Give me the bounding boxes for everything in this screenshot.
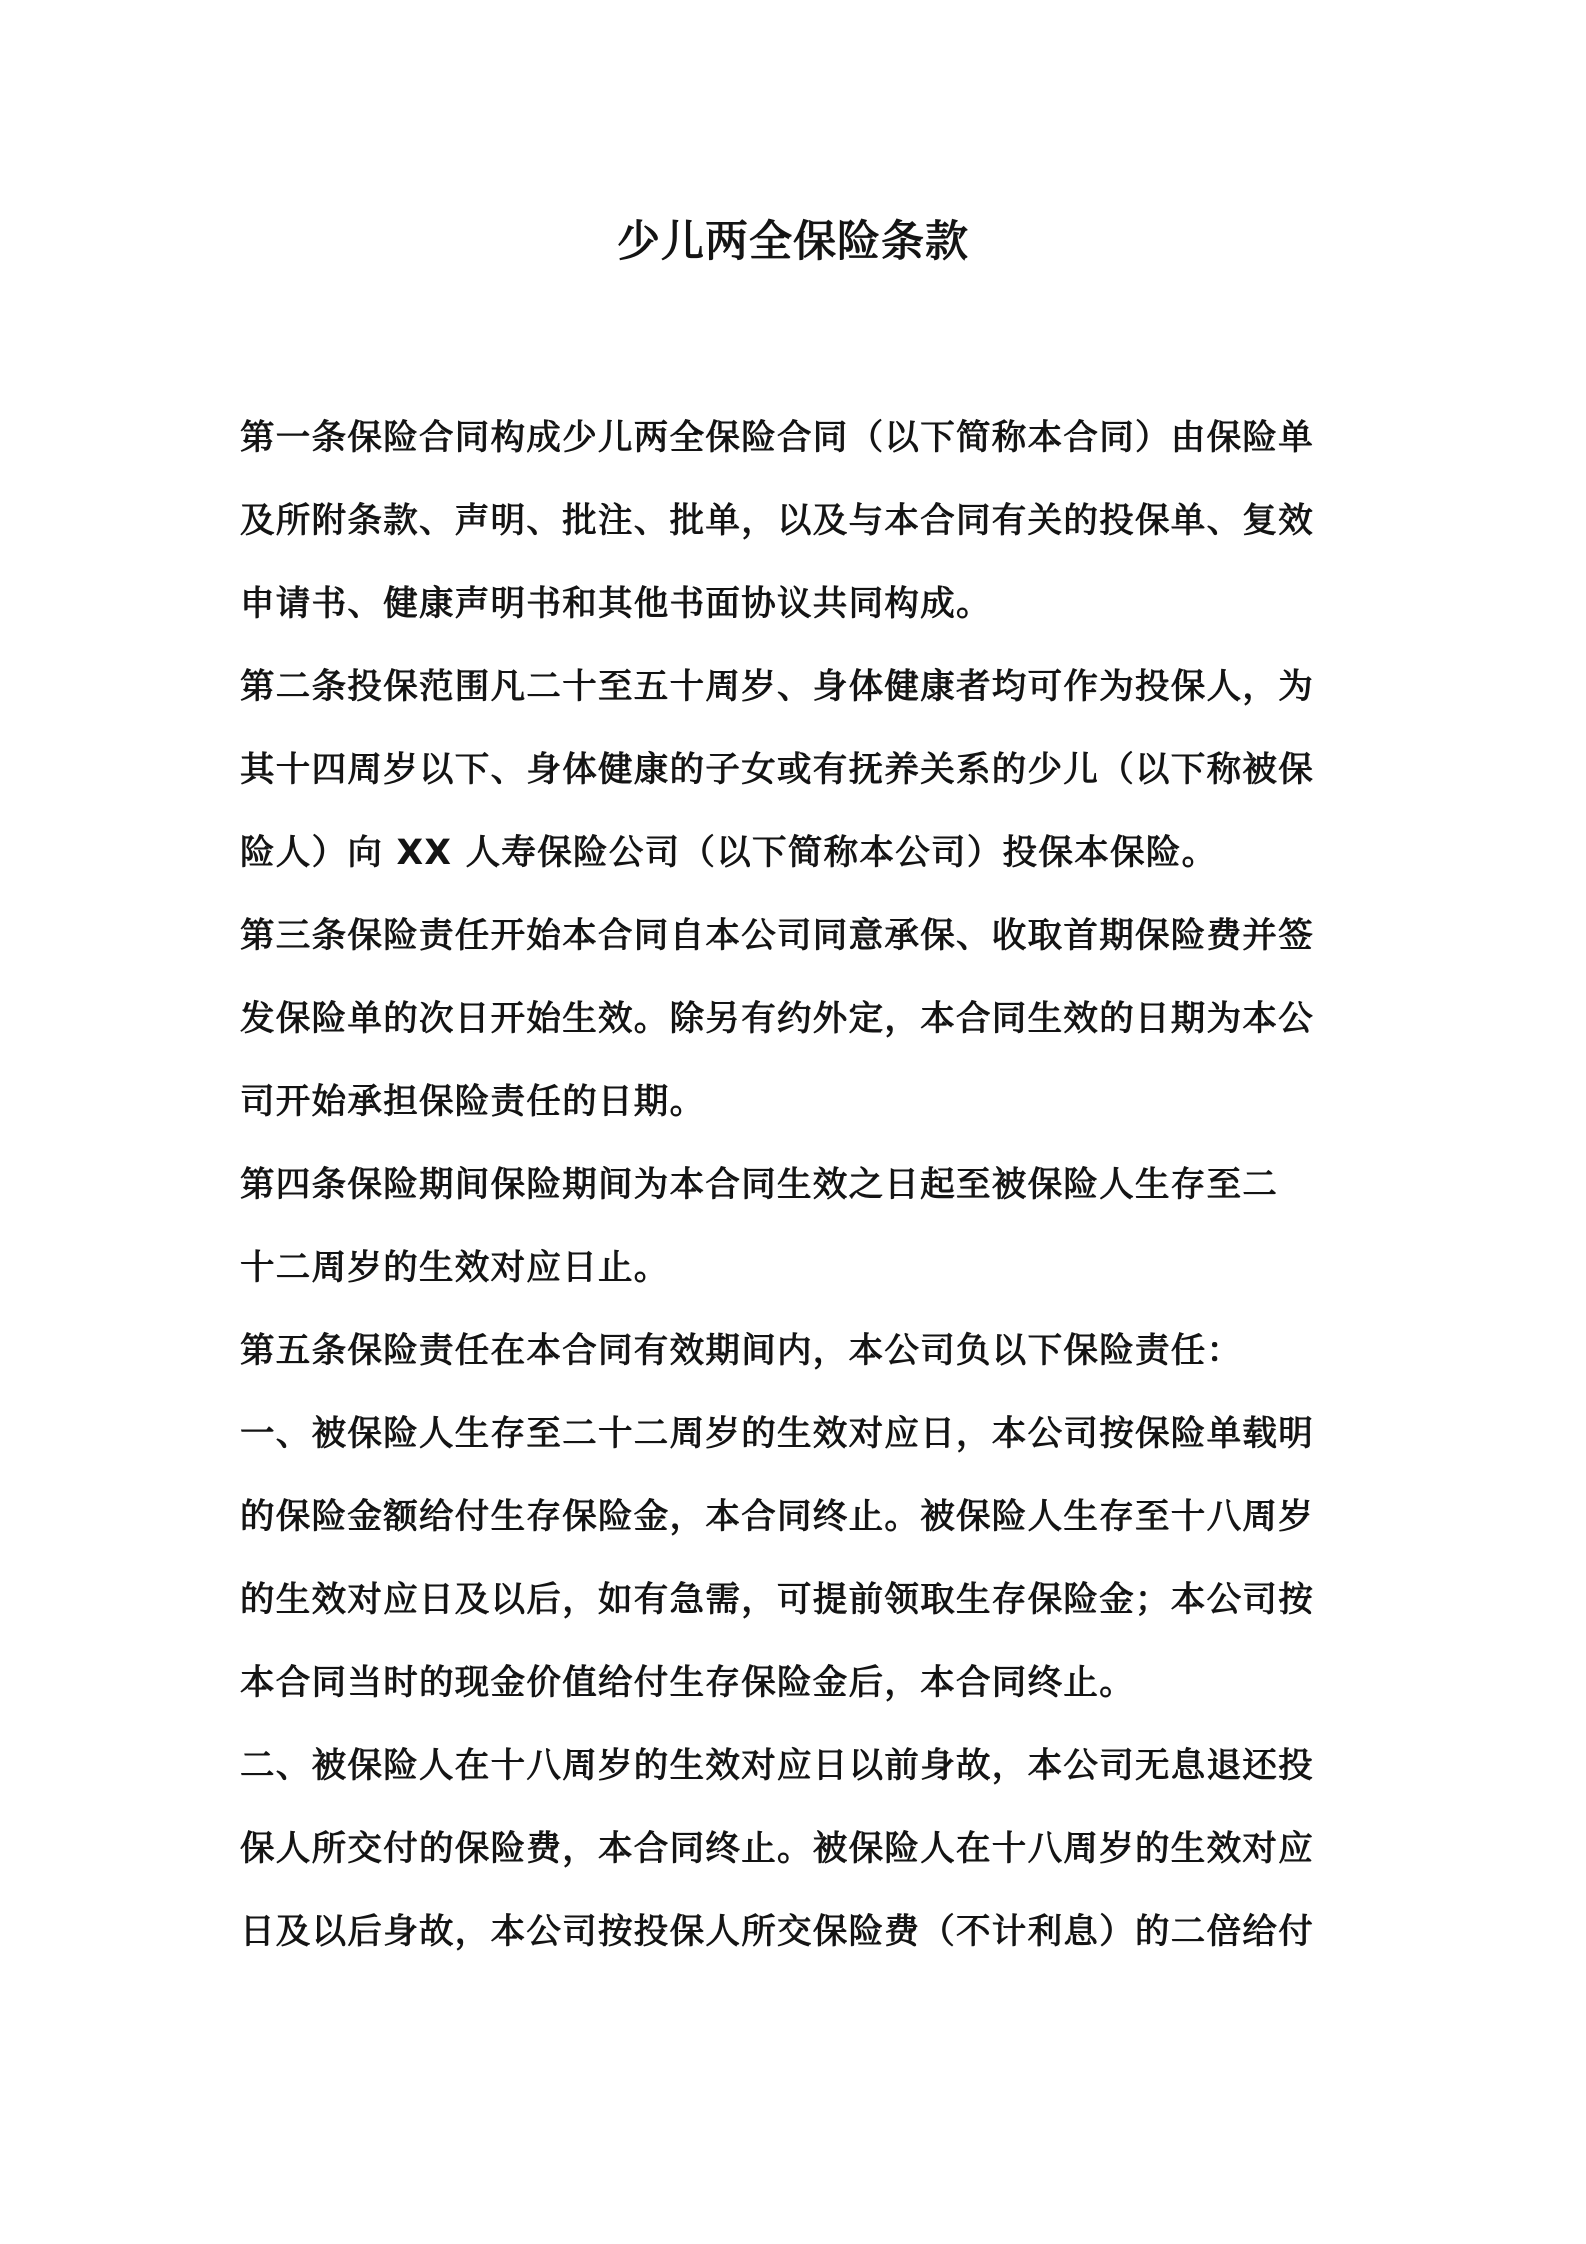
text-line: 二、被保险人在十八周岁的生效对应日以前身故，本公司无息退还投 (240, 1746, 1314, 1786)
text-line: 司开始承担保险责任的日期。 (240, 1082, 706, 1122)
text-line: 的保险金额给付生存保险金，本合同终止。被保险人生存至十八周岁 (240, 1497, 1314, 1537)
document-title: 少儿两全保险条款 (617, 217, 969, 267)
text-line: 第四条保险期间保险期间为本合同生效之日起至被保险人生存至二 (240, 1165, 1279, 1205)
text-line: 申请书、健康声明书和其他书面协议共同构成。 (240, 584, 992, 624)
text-line: 其十四周岁以下、身体健康的子女或有抚养关系的少儿（以下称被保 (240, 750, 1314, 790)
text-line: 第二条投保范围凡二十至五十周岁、身体健康者均可作为投保人，为 (240, 667, 1314, 707)
text-line: 本合同当时的现金价值给付生存保险金后，本合同终止。 (240, 1663, 1135, 1703)
text-line: 发保险单的次日开始生效。除另有约外定，本合同生效的日期为本公 (240, 999, 1314, 1039)
text-line: 险人）向 XX 人寿保险公司（以下简称本公司）投保本保险。 (240, 833, 1218, 873)
text-line: 日及以后身故，本公司按投保人所交保险费（不计利息）的二倍给付 (240, 1912, 1314, 1952)
text-line: 第一条保险合同构成少儿两全保险合同（以下简称本合同）由保险单 (240, 418, 1314, 458)
text-line: 第五条保险责任在本合同有效期间内，本公司负以下保险责任： (240, 1331, 1243, 1371)
text-line: 一、被保险人生存至二十二周岁的生效对应日，本公司按保险单载明 (240, 1414, 1314, 1454)
text-line: 十二周岁的生效对应日止。 (240, 1248, 670, 1288)
text-line: 及所附条款、声明、批注、批单，以及与本合同有关的投保单、复效 (240, 501, 1314, 541)
text-line: 的生效对应日及以后，如有急需，可提前领取生存保险金；本公司按 (240, 1580, 1314, 1620)
text-line: 第三条保险责任开始本合同自本公司同意承保、收取首期保险费并签 (240, 916, 1314, 956)
text-line: 保人所交付的保险费，本合同终止。被保险人在十八周岁的生效对应 (240, 1829, 1314, 1869)
